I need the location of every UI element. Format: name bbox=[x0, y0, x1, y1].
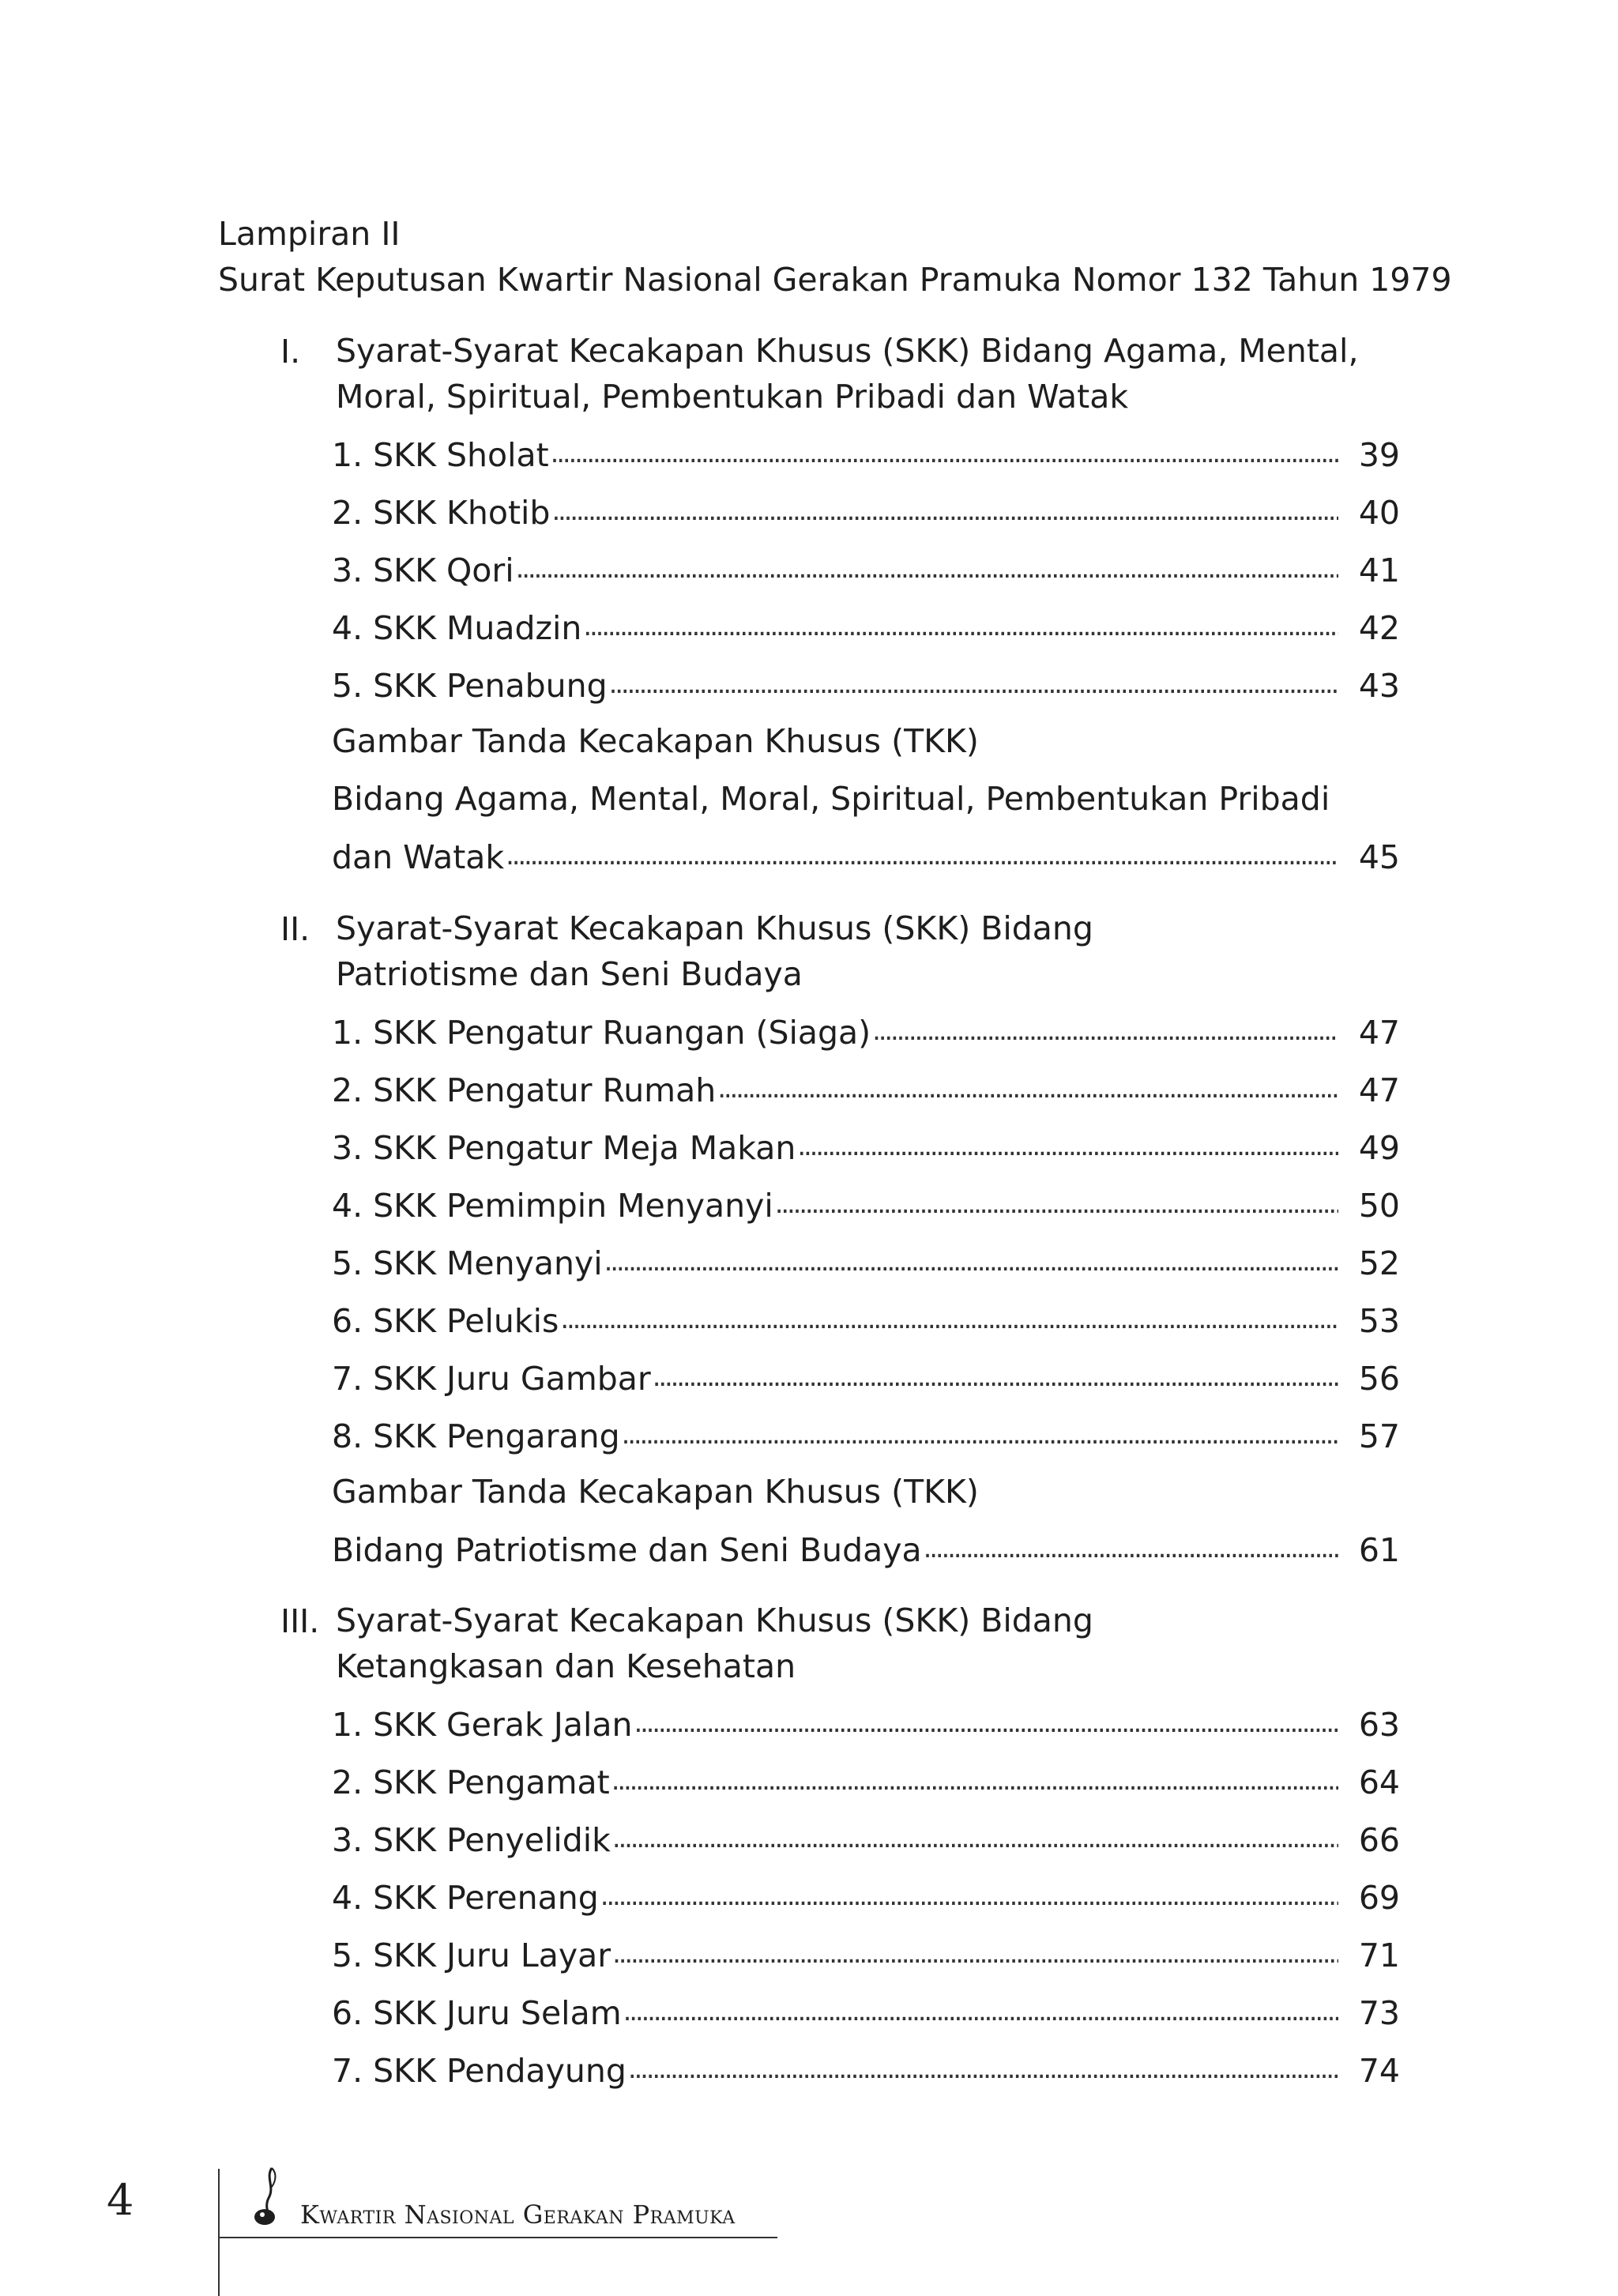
dot-leader bbox=[514, 546, 1338, 587]
dot-leader bbox=[550, 488, 1338, 529]
toc-entry-label: 7. SKK Juru Gambar bbox=[332, 1360, 651, 1398]
dot-leader bbox=[651, 1354, 1338, 1395]
toc-entry[interactable] bbox=[332, 833, 1400, 874]
gambar-subheading: Bidang Agama, Mental, Moral, Spiritual, Pembentukan Pribadi bbox=[332, 780, 1330, 818]
toc-entry-label: 1. SKK Pengatur Ruangan (Siaga) bbox=[332, 1014, 871, 1052]
dot-leader bbox=[796, 1124, 1338, 1165]
toc-entry[interactable] bbox=[332, 1816, 1400, 1857]
toc-entry-page: 71 bbox=[1358, 1937, 1400, 1974]
toc-entry-page: 41 bbox=[1358, 551, 1400, 589]
dot-leader bbox=[632, 1700, 1338, 1741]
toc-entry[interactable] bbox=[332, 431, 1400, 472]
dot-leader bbox=[599, 1873, 1338, 1914]
toc-entry[interactable] bbox=[332, 1989, 1400, 2030]
dot-leader bbox=[559, 1297, 1338, 1338]
toc-entry[interactable] bbox=[332, 1181, 1400, 1225]
toc-entry-page: 42 bbox=[1358, 609, 1400, 647]
toc-entry[interactable] bbox=[332, 1526, 1400, 1567]
toc-entry-label: 6. SKK Pelukis bbox=[332, 1302, 559, 1340]
toc-entry-page: 45 bbox=[1358, 838, 1400, 876]
toc-entry[interactable] bbox=[332, 1066, 1400, 1107]
toc-entry-page: 53 bbox=[1358, 1302, 1400, 1340]
dot-leader bbox=[627, 2046, 1338, 2087]
dot-leader bbox=[603, 1239, 1338, 1280]
toc-entry-page: 56 bbox=[1358, 1360, 1400, 1398]
toc-entry[interactable] bbox=[332, 1124, 1400, 1165]
toc-entry-label: 1. SKK Gerak Jalan bbox=[332, 1706, 633, 1744]
toc-entry[interactable] bbox=[332, 661, 1400, 705]
toc-entry-label: 5. SKK Menyanyi bbox=[332, 1244, 603, 1282]
footer-divider-vertical bbox=[218, 2169, 220, 2296]
footer-organization: Kwartir Nasional Gerakan Pramuka bbox=[300, 2200, 736, 2230]
section-numeral: I. bbox=[280, 333, 301, 371]
toc-entry-page: 57 bbox=[1358, 1417, 1400, 1455]
toc-entry-page: 52 bbox=[1358, 1244, 1400, 1282]
toc-entry-label: 5. SKK Juru Layar bbox=[332, 1937, 611, 1974]
toc-entry-page: 74 bbox=[1358, 2052, 1400, 2090]
toc-entry[interactable] bbox=[332, 546, 1400, 587]
attachment-label: Lampiran II bbox=[218, 215, 401, 253]
toc-entry-label: 8. SKK Pengarang bbox=[332, 1417, 620, 1455]
toc-entry-label: 4. SKK Perenang bbox=[332, 1879, 599, 1917]
toc-entry-page: 40 bbox=[1358, 494, 1400, 532]
toc-entry-label: 2. SKK Pengamat bbox=[332, 1763, 610, 1801]
toc-entry-label: 3. SKK Qori bbox=[332, 551, 514, 589]
toc-entry-page: 66 bbox=[1358, 1821, 1400, 1859]
section-numeral: III. bbox=[280, 1602, 320, 1640]
dot-leader bbox=[610, 1758, 1338, 1799]
toc-entry-page: 61 bbox=[1358, 1531, 1400, 1569]
toc-entry-label: 6. SKK Juru Selam bbox=[332, 1994, 622, 2032]
dot-leader bbox=[871, 1008, 1338, 1049]
dot-leader bbox=[620, 1412, 1338, 1453]
dot-leader bbox=[608, 661, 1338, 702]
gambar-heading: Gambar Tanda Kecakapan Khusus (TKK) bbox=[332, 1473, 979, 1511]
toc-entry-page: 47 bbox=[1358, 1014, 1400, 1052]
toc-entry-label: 5. SKK Penabung bbox=[332, 667, 608, 705]
section-title: Syarat-Syarat Kecakapan Khusus (SKK) Bidang Ketangkasan dan Kesehatan bbox=[336, 1602, 1093, 1685]
toc-entry-label: 2. SKK Pengatur Rumah bbox=[332, 1071, 717, 1109]
toc-entry[interactable] bbox=[332, 1239, 1400, 1280]
toc-entry[interactable] bbox=[332, 1758, 1400, 1799]
toc-entry[interactable] bbox=[332, 488, 1400, 532]
dot-leader bbox=[716, 1066, 1338, 1107]
toc-entry-label: Bidang Patriotisme dan Seni Budaya bbox=[332, 1531, 922, 1569]
toc-entry[interactable] bbox=[332, 2046, 1400, 2090]
dot-leader bbox=[504, 833, 1338, 874]
dot-leader bbox=[611, 1931, 1338, 1972]
toc-entry-page: 63 bbox=[1358, 1706, 1400, 1744]
toc-entry-page: 64 bbox=[1358, 1763, 1400, 1801]
page-number: 4 bbox=[107, 2175, 134, 2225]
toc-entry-label: 3. SKK Penyelidik bbox=[332, 1821, 611, 1859]
toc-entry[interactable] bbox=[332, 1008, 1400, 1052]
toc-entry[interactable] bbox=[332, 1700, 1400, 1744]
toc-entry-page: 43 bbox=[1358, 667, 1400, 705]
toc-entry[interactable] bbox=[332, 1412, 1400, 1453]
footer-divider-horizontal bbox=[218, 2237, 777, 2238]
toc-entry-page: 50 bbox=[1358, 1187, 1400, 1225]
toc-entry-label: 4. SKK Pemimpin Menyanyi bbox=[332, 1187, 773, 1225]
dot-leader bbox=[581, 604, 1338, 645]
tunas-kelapa-icon bbox=[251, 2165, 284, 2228]
toc-entry[interactable] bbox=[332, 1931, 1400, 1972]
toc-entry-label: dan Watak bbox=[332, 838, 505, 876]
toc-entry-page: 47 bbox=[1358, 1071, 1400, 1109]
toc-entry-label: 2. SKK Khotib bbox=[332, 494, 551, 532]
toc-entry-page: 49 bbox=[1358, 1129, 1400, 1167]
dot-leader bbox=[773, 1181, 1338, 1222]
decree-title: Surat Keputusan Kwartir Nasional Gerakan Pramuka Nomor 132 Tahun 1979 bbox=[218, 261, 1452, 299]
toc-entry-label: 4. SKK Muadzin bbox=[332, 609, 582, 647]
toc-entry-page: 73 bbox=[1358, 1994, 1400, 2032]
toc-entry[interactable] bbox=[332, 1297, 1400, 1338]
section-title: Syarat-Syarat Kecakapan Khusus (SKK) Bidang Agama, Mental, Moral, Spiritual, Pembentukan Pribadi dan Watak bbox=[336, 332, 1359, 416]
toc-entry[interactable] bbox=[332, 1354, 1400, 1398]
toc-entry[interactable] bbox=[332, 1873, 1400, 1917]
toc-entry-label: 7. SKK Pendayung bbox=[332, 2052, 627, 2090]
toc-entry-label: 3. SKK Pengatur Meja Makan bbox=[332, 1129, 796, 1167]
toc-entry-page: 69 bbox=[1358, 1879, 1400, 1917]
section-numeral: II. bbox=[280, 910, 310, 948]
dot-leader bbox=[611, 1816, 1338, 1857]
toc-entry[interactable] bbox=[332, 604, 1400, 645]
dot-leader bbox=[622, 1989, 1338, 2030]
toc-entry-page: 39 bbox=[1358, 436, 1400, 474]
section-title: Syarat-Syarat Kecakapan Khusus (SKK) Bidang Patriotisme dan Seni Budaya bbox=[336, 909, 1093, 993]
dot-leader bbox=[549, 431, 1338, 472]
gambar-heading: Gambar Tanda Kecakapan Khusus (TKK) bbox=[332, 722, 979, 760]
toc-entry-label: 1. SKK Sholat bbox=[332, 436, 549, 474]
dot-leader bbox=[922, 1526, 1338, 1567]
